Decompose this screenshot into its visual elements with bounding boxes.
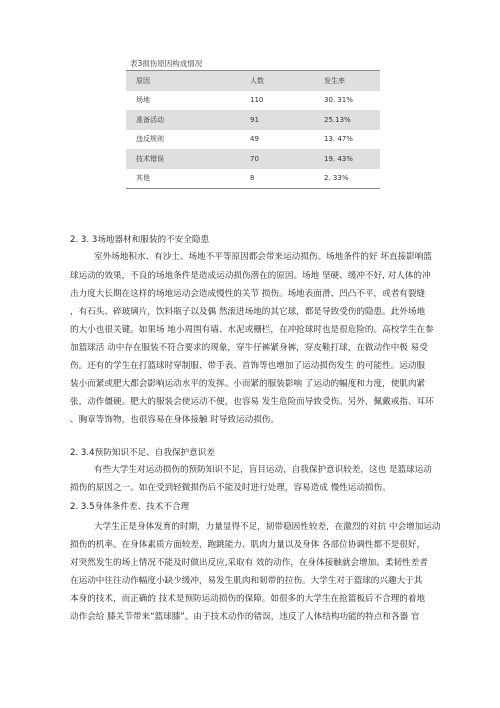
cell-cause: 技术错误 xyxy=(136,154,164,163)
paragraph-line: ，有石头、碎玻璃片，饮料瓶子以及偶 然滚进场地的其它球，都是导致受伤的隐患。此外场地 xyxy=(70,307,426,317)
cell-rate: 13. 47% xyxy=(324,135,353,144)
paragraph-line: 击力度大长期在这样的场地运动会造成慢性的关节 损伤。场地表面滑、凹凸不平，或者有裂缝 xyxy=(70,289,426,299)
injury-cause-table xyxy=(126,70,380,189)
paragraph-line: 损伤的机率。在身体素质方面较差，跑跳能力、肌肉力量以及身体 各部位协调性都不是很好， xyxy=(70,540,426,550)
cell-cause: 场地 xyxy=(136,96,150,105)
paragraph-line: 室外场地积水、有沙土、场地不平等原因都会带来运动损伤。场地条件的好 坏直接影响篮 xyxy=(94,252,432,262)
table-row xyxy=(126,169,380,189)
paragraph-line: 在运动中往往动作幅度小缺少缓冲，易发生肌肉和韧带的拉伤。大学生对于篮球的兴趣大于其 xyxy=(70,576,423,586)
table-header-row xyxy=(126,71,380,91)
cell-rate: 25.13% xyxy=(324,115,351,124)
header-cause: 原因 xyxy=(136,76,150,85)
paragraph-line: 装小而紧或肥大都会影响运动水平的发挥。小而紧的服装影响 了运动的幅度和力度，使肌肉紧 xyxy=(70,379,426,389)
cell-rate: 19. 43% xyxy=(324,154,353,163)
header-rate: 发生率 xyxy=(324,76,345,85)
paragraph-line: 加篮球活 动中存在服装不符合要求的现象，穿牛仔裤紧身裤，穿皮鞋打球，在做动作中极 易受 xyxy=(70,343,428,353)
paragraph-line: 对突然发生的场上情况不能及时做出反应,采取有 效的动作，在身体接触就会增加。柔韧性差者 xyxy=(70,558,428,568)
paragraph-line: 伤。还有的学生在打篮球时穿制服、带手表、首饰等也增加了运动损伤发生 的可能性。运动服 xyxy=(70,361,426,371)
cell-rate: 2. 33% xyxy=(324,174,349,183)
cell-cause: 违反规则 xyxy=(136,135,164,144)
paragraph-line: 张，动作僵硬。肥大的服装会使运动不便，也容易 发生危险而导致受伤。另外，佩戴戒指、耳环 xyxy=(70,397,434,407)
cell-rate: 30. 31% xyxy=(324,96,353,105)
cell-count: 49 xyxy=(250,135,259,144)
paragraph-line: 球运动的效果，不良的场地条件是造成运动损伤潜在的原因。场地 坚硬、缓冲不好, 对人体的冲 xyxy=(70,271,431,281)
paragraph-line: 损伤的原因之一。如在受到轻微损伤后不能及时进行处理，容易造成 慢性运动损伤。 xyxy=(70,483,391,493)
section-heading-233: 2. 3. 3场地器材和服装的不安全隐患 xyxy=(70,235,210,245)
cell-count: 91 xyxy=(250,115,259,124)
section-heading-234: 2. 3.4预防知识不足、自我保护意识差 xyxy=(70,448,215,458)
cell-count: 8 xyxy=(250,174,255,183)
paragraph-line: 动作会给 膝关节带来“篮球膝”。由于技术动作的错误，违反了人体结构功能的特点和各器 官 xyxy=(70,612,420,622)
table-row xyxy=(126,110,380,130)
paragraph-line: 本身的技术，而正确的 技术是预防运动损伤的保障。如很多的大学生在抢篮板后不合理的着地 xyxy=(70,594,426,604)
paragraph-line: 、胸章等饰物，也很容易在身体接触 时导致运动损伤。 xyxy=(70,415,279,425)
cell-cause: 其他 xyxy=(136,174,150,183)
cell-count: 70 xyxy=(250,154,259,163)
paragraph-line: 大学生正是身体发育的时期，力量显得不足，韧带稳固性较差，在激烈的对抗 中会增加运动 xyxy=(94,522,441,532)
table-row xyxy=(126,91,380,111)
paragraph-line: 有些大学生对运动损伤的预防知识不足，盲目运动，自我保护意识较差，这也 是篮球运动 xyxy=(94,465,432,475)
cell-cause: 准备活动 xyxy=(136,115,164,124)
paragraph-line: 的大小也很关键。如果场 地小周围有墙、水泥或栅栏，在冲抢球时也是很危险的。高校学生在参 xyxy=(70,325,434,335)
table-caption: 表3损伤原因构成情况 xyxy=(130,59,203,68)
header-count: 人数 xyxy=(250,76,264,85)
cell-count: 110 xyxy=(250,96,264,105)
table-row xyxy=(126,149,380,169)
table-row xyxy=(126,130,380,150)
section-heading-235: 2. 3.5身体条件差、技术不合理 xyxy=(70,502,190,512)
